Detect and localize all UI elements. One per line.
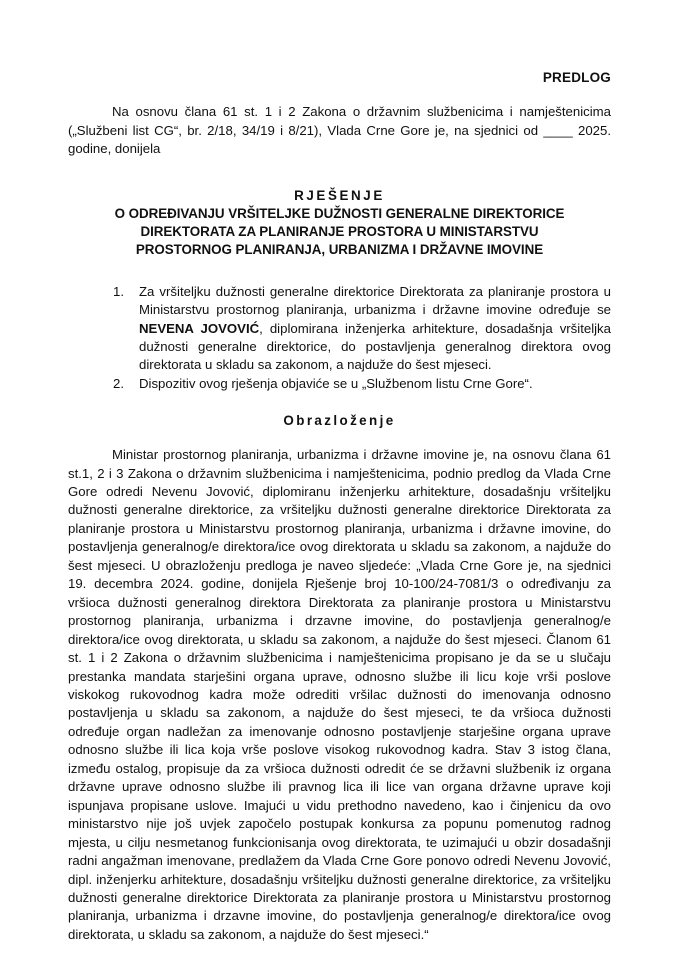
- reasoning-body: Ministar prostornog planiranja, urbanizma i državne imovine je, na osnovu člana 61 st.1, 2 i 3 Zakona o državnim službenicima i namještenicima, podnio predlog da Vlada Crne Gore odredi Nevenu Jovović, diplomiranu inženjerku arhitekture, dosadašnju vršiteljku dužnosti generalne direktorice, za vršiteljku dužnosti generalne direktorice Direktorata za planiranje prostora u Ministarstvu prostornog planiranja, urbanizma i državne imovine, do postavljenja generalnog/e direktora/ice ovog direktorata u skladu sa zakonom, a najduže do šest mjeseci. U obrazloženju predloga je naveo sljedeće: „Vlada Crne Gore je, na sjednici 19. decembra 2024. godine, donijela Rješenje broj 10-100/24-7081/3 o određivanju za vršioca dužnosti generalnog direktora Direktorata za planiranje prostora u Ministarstvu prostornog planiranja, urbanizma i drzavne imovine, do postavljenja generalnog/e direktora/ice ovog direktorata, u skladu sa zakonom, a najduže do šest mjeseci. Članom 61 st. 1 i 2 Zakona o državnim službenicima i namještenicima propisano je da se u slučaju prestanka mandata starješini organa uprave, odnosno službe ili licu koje vrši poslove viskokog rukovodnog kadra može odrediti vršilac dužnosti do imenovanja odnosno postavljenja u skladu sa zakonom, a najduže do šest mjeseci, te da vršioca dužnosti određuje organ nadležan za imenovanje odnosno postavljenje starješine organa uprave odnosno službe ili lica koja vrše poslove visokog rukovodnog kadra. Stav 3 istog člana, između ostalog, propisuje da za vršioca dužnosti odredit će se državni službenik iz organa državne uprave odnosno službe ili pravnog lica ili lice van organa državne uprave koji ispunjava propisane uslove. Imajući u vidu prethodno navedeno, kao i činjenicu da ovo ministarstvo nije još uvjek započelo postupak konkursa za popunu pomenutog radnog mjesta, u cilju nesmetanog funkcionisanja ovog direktorata, te uzimajući u obzir dosadašnji radni angažman imenovane, predlažem da Vlada Crne Gore ponovo odredi Nevenu Jovović, dipl. inženjerku arhitekture, dosadašnju vršiteljku dužnosti generalne direktorice, za vršiteljku dužnosti generalne direktorice Direktorata za planiranje prostora u Ministarstvu prostornog planiranja, urbanizma i drzavne imovine, do postavljenja generalnog/e direktora/ice ovog direktorata, u skladu sa zakonom, a najduže do šest mjeseci.“: [68, 447, 611, 942]
- decision-2-text: Dispozitiv ovog rješenja objaviće se u „Službenom listu Crne Gore“.: [139, 375, 533, 391]
- title-main: RJEŠENJE: [294, 187, 385, 203]
- decision-item-2: [94, 375, 611, 393]
- document-label: PREDLOG: [542, 70, 611, 85]
- decision-1-person-name: NEVENA JOVOVIĆ: [139, 320, 260, 336]
- title-subtitle-line-3: PROSTORNOG PLANIRANJA, URBANIZMA I DRŽAVNE IMOVINE: [135, 241, 544, 257]
- decisions-list: [68, 259, 611, 393]
- document-content: [68, 0, 611, 944]
- decision-1-text-after-name: , diplomirana inženjerka arhitekture, dosadašnja vršiteljka dužnosti generalne direktorice, do postavljenja generalnog direktora ovog direktorata u skladu sa zakonom, a najduže do šest mjeseci.: [139, 320, 611, 373]
- intro-paragraph: Na osnovu člana 61 st. 1 i 2 Zakona o državnim službenicima i namještenicima („Službeni list CG“, br. 2/18, 34/19 i 8/21), Vlada Crne Gore je, na sjednici od ____ 2025. godine, donijela: [68, 104, 611, 157]
- reasoning-heading: Obrazloženje: [283, 413, 396, 429]
- title-subtitle-line-2: DIREKTORATA ZA PLANIRANJE PROSTORA U MINISTARSTVU: [140, 223, 539, 239]
- decision-1-text-before-name: Za vršiteljku dužnosti generalne direktorice Direktorata za planiranje prostora u Ministarstvu prostornog planiranja, urbanizma i državne imovine određuje se: [139, 283, 611, 318]
- decision-item-1: [94, 283, 611, 375]
- title-subtitle-line-1: O ODREĐIVANJU VRŠITELJKE DUŽNOSTI GENERALNE DIREKTORICE: [114, 205, 565, 221]
- document-title-block: [68, 159, 611, 259]
